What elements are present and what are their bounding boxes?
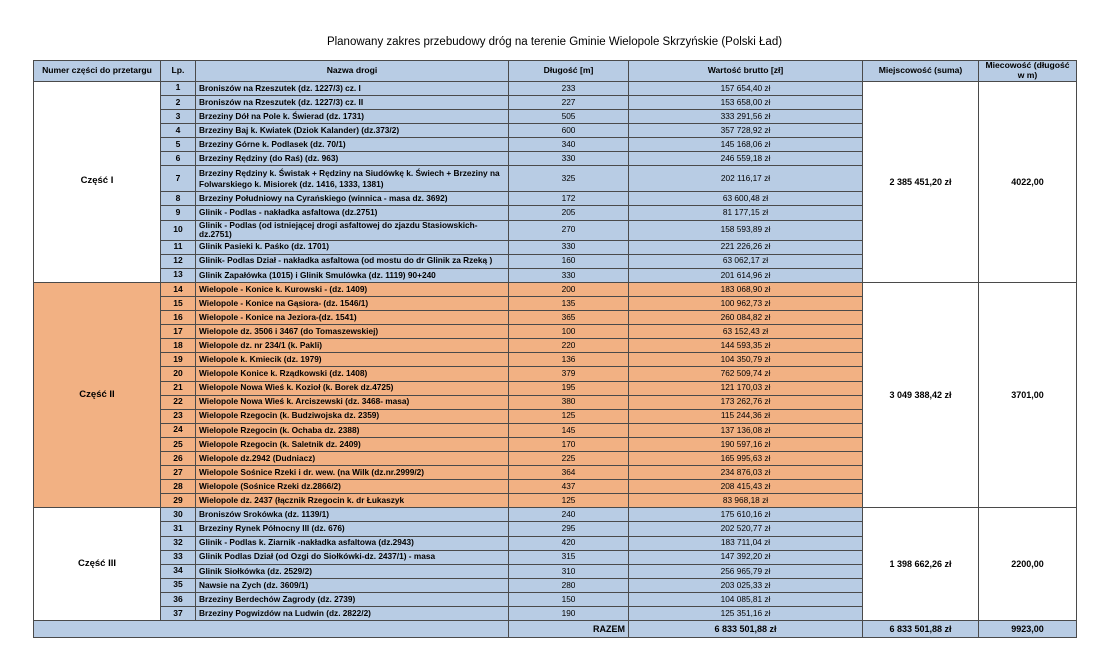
road-value: 190 597,16 zł bbox=[629, 437, 863, 451]
road-length: 145 bbox=[509, 423, 629, 437]
road-length: 205 bbox=[509, 206, 629, 220]
road-name: Wielopole dz.2942 (Dudniacz) bbox=[196, 451, 509, 465]
road-name: Glinik Podlas Dział (od Ozgi do Siołkówki-dz. 2437/1) - masa bbox=[196, 550, 509, 564]
road-value: 234 876,03 zł bbox=[629, 466, 863, 480]
row-index: 10 bbox=[161, 220, 196, 240]
row-index: 12 bbox=[161, 254, 196, 268]
row-index: 31 bbox=[161, 522, 196, 536]
footer-row bbox=[34, 621, 1077, 638]
road-length: 270 bbox=[509, 220, 629, 240]
footer-total-sum: 6 833 501,88 zł bbox=[863, 621, 979, 638]
road-value: 100 962,73 zł bbox=[629, 296, 863, 310]
road-length: 330 bbox=[509, 240, 629, 254]
col-header-locality-length: Miecowość (długość w m) bbox=[979, 61, 1077, 82]
road-value: 202 520,77 zł bbox=[629, 522, 863, 536]
road-length: 364 bbox=[509, 466, 629, 480]
row-index: 23 bbox=[161, 409, 196, 423]
road-name: Brzeziny Rynek Północny III (dz. 676) bbox=[196, 522, 509, 536]
road-length: 160 bbox=[509, 254, 629, 268]
road-value: 221 226,26 zł bbox=[629, 240, 863, 254]
road-name: Wielopole Rzegocin (k. Saletnik dz. 2409) bbox=[196, 437, 509, 451]
row-index: 26 bbox=[161, 451, 196, 465]
table-footer bbox=[34, 621, 1077, 638]
col-header-locality-sum: Miejscowość (suma) bbox=[863, 61, 979, 82]
road-value: 203 025,33 zł bbox=[629, 578, 863, 592]
row-index: 4 bbox=[161, 124, 196, 138]
row-index: 18 bbox=[161, 339, 196, 353]
footer-total-value: 6 833 501,88 zł bbox=[629, 621, 863, 638]
row-index: 13 bbox=[161, 268, 196, 282]
roads-table bbox=[33, 60, 1077, 638]
road-length: 340 bbox=[509, 138, 629, 152]
road-value: 333 291,56 zł bbox=[629, 109, 863, 123]
col-header-part: Numer części do przetargu bbox=[34, 61, 161, 82]
road-length: 379 bbox=[509, 367, 629, 381]
col-header-name: Nazwa drogi bbox=[196, 61, 509, 82]
road-value: 246 559,18 zł bbox=[629, 152, 863, 166]
road-name: Glinik - Podlas - nakładka asfaltowa (dz.2751) bbox=[196, 206, 509, 220]
row-index: 9 bbox=[161, 206, 196, 220]
road-name: Wielopole Sośnice Rzeki i dr. wew. (na Wilk (dz.nr.2999/2) bbox=[196, 466, 509, 480]
road-value: 63 600,48 zł bbox=[629, 192, 863, 206]
road-length: 310 bbox=[509, 564, 629, 578]
row-index: 14 bbox=[161, 282, 196, 296]
road-value: 83 968,18 zł bbox=[629, 494, 863, 508]
row-index: 11 bbox=[161, 240, 196, 254]
part-label: Część II bbox=[34, 282, 161, 508]
road-name: Broniszów na Rzeszutek (dz. 1227/3) cz. I bbox=[196, 81, 509, 95]
footer-total-length: 9923,00 bbox=[979, 621, 1077, 638]
road-name: Broniszów Srokówka (dz. 1139/1) bbox=[196, 508, 509, 522]
road-name: Wielopole dz. 3506 i 3467 (do Tomaszewskiej) bbox=[196, 325, 509, 339]
row-index: 1 bbox=[161, 81, 196, 95]
road-length: 135 bbox=[509, 296, 629, 310]
road-value: 762 509,74 zł bbox=[629, 367, 863, 381]
road-length: 136 bbox=[509, 353, 629, 367]
road-name: Wielopole k. Kmiecik (dz. 1979) bbox=[196, 353, 509, 367]
road-name: Glinik - Podlas (od istniejącej drogi asfaltowej do zjazdu Stasiowskich- dz.2751) bbox=[196, 220, 509, 240]
part-sum: 3 049 388,42 zł bbox=[863, 282, 979, 508]
road-name: Brzeziny Górne k. Podlasek (dz. 70/1) bbox=[196, 138, 509, 152]
road-value: 202 116,17 zł bbox=[629, 166, 863, 192]
row-index: 37 bbox=[161, 607, 196, 621]
road-length: 437 bbox=[509, 480, 629, 494]
road-value: 81 177,15 zł bbox=[629, 206, 863, 220]
road-length: 330 bbox=[509, 268, 629, 282]
road-value: 104 350,79 zł bbox=[629, 353, 863, 367]
road-length: 125 bbox=[509, 409, 629, 423]
road-value: 153 658,00 zł bbox=[629, 95, 863, 109]
row-index: 36 bbox=[161, 592, 196, 606]
footer-blank bbox=[34, 621, 509, 638]
row-index: 34 bbox=[161, 564, 196, 578]
footer-label: RAZEM bbox=[509, 621, 629, 638]
road-name: Glinik Zapałówka (1015) i Glinik Smulówka (dz. 1119) 90+240 bbox=[196, 268, 509, 282]
road-value: 104 085,81 zł bbox=[629, 592, 863, 606]
road-value: 183 711,04 zł bbox=[629, 536, 863, 550]
row-index: 30 bbox=[161, 508, 196, 522]
road-length: 280 bbox=[509, 578, 629, 592]
road-value: 63 152,43 zł bbox=[629, 325, 863, 339]
road-length: 200 bbox=[509, 282, 629, 296]
road-value: 137 136,08 zł bbox=[629, 423, 863, 437]
table-body bbox=[34, 81, 1077, 620]
road-name: Glinik Siołkówka (dz. 2529/2) bbox=[196, 564, 509, 578]
road-value: 173 262,76 zł bbox=[629, 395, 863, 409]
road-name: Nawsie na Zych (dz. 3609/1) bbox=[196, 578, 509, 592]
road-length: 600 bbox=[509, 124, 629, 138]
road-name: Glinik Pasieki k. Paśko (dz. 1701) bbox=[196, 240, 509, 254]
road-value: 147 392,20 zł bbox=[629, 550, 863, 564]
row-index: 2 bbox=[161, 95, 196, 109]
road-name: Wielopole Konice k. Rządkowski (dz. 1408) bbox=[196, 367, 509, 381]
road-value: 357 728,92 zł bbox=[629, 124, 863, 138]
road-length: 295 bbox=[509, 522, 629, 536]
road-length: 315 bbox=[509, 550, 629, 564]
row-index: 20 bbox=[161, 367, 196, 381]
row-index: 3 bbox=[161, 109, 196, 123]
row-index: 28 bbox=[161, 480, 196, 494]
road-name: Brzeziny Rędziny (do Raś) (dz. 963) bbox=[196, 152, 509, 166]
road-name: Wielopole - Konice k. Kurowski - (dz. 1409) bbox=[196, 282, 509, 296]
road-length: 195 bbox=[509, 381, 629, 395]
col-header-value: Wartość brutto [zł] bbox=[629, 61, 863, 82]
road-value: 175 610,16 zł bbox=[629, 508, 863, 522]
row-index: 24 bbox=[161, 423, 196, 437]
row-index: 29 bbox=[161, 494, 196, 508]
road-length: 170 bbox=[509, 437, 629, 451]
row-index: 22 bbox=[161, 395, 196, 409]
part-label: Część III bbox=[34, 508, 161, 621]
road-length: 233 bbox=[509, 81, 629, 95]
road-length: 225 bbox=[509, 451, 629, 465]
road-value: 256 965,79 zł bbox=[629, 564, 863, 578]
table-header bbox=[34, 61, 1077, 82]
road-value: 125 351,16 zł bbox=[629, 607, 863, 621]
part-total-length: 3701,00 bbox=[979, 282, 1077, 508]
row-index: 15 bbox=[161, 296, 196, 310]
road-length: 100 bbox=[509, 325, 629, 339]
road-value: 115 244,36 zł bbox=[629, 409, 863, 423]
road-name: Wielopole Rzegocin (k. Ochaba dz. 2388) bbox=[196, 423, 509, 437]
part-total-length: 2200,00 bbox=[979, 508, 1077, 621]
row-index: 19 bbox=[161, 353, 196, 367]
page-title: Planowany zakres przebudowy dróg na terenie Gminie Wielopole Skrzyńskie (Polski Ład) bbox=[326, 36, 783, 48]
road-name: Wielopole Nowa Wieś k. Kozioł (k. Borek dz.4725) bbox=[196, 381, 509, 395]
road-name: Wielopole - Konice na Gąsiora- (dz. 1546/1) bbox=[196, 296, 509, 310]
road-value: 63 062,17 zł bbox=[629, 254, 863, 268]
row-index: 17 bbox=[161, 325, 196, 339]
road-value: 183 068,90 zł bbox=[629, 282, 863, 296]
road-length: 220 bbox=[509, 339, 629, 353]
road-name: Wielopole dz. 2437 (łącznik Rzegocin k. dr Łukaszyk bbox=[196, 494, 509, 508]
road-length: 227 bbox=[509, 95, 629, 109]
table-row bbox=[34, 81, 1077, 95]
col-header-length: Długość [m] bbox=[509, 61, 629, 82]
row-index: 25 bbox=[161, 437, 196, 451]
table-header-row bbox=[34, 61, 1077, 82]
road-name: Brzeziny Rędziny k. Świstak + Rędziny na Siudówkę k. Świech + Brzeziny na Folwarskiego k. Misiorek (dz. 1416, 1333, 1381) bbox=[196, 166, 509, 192]
row-index: 8 bbox=[161, 192, 196, 206]
road-length: 240 bbox=[509, 508, 629, 522]
road-value: 145 168,06 zł bbox=[629, 138, 863, 152]
road-value: 201 614,96 zł bbox=[629, 268, 863, 282]
road-name: Brzeziny Baj k. Kwiatek (Dziok Kalander) (dz.373/2) bbox=[196, 124, 509, 138]
road-name: Glinik- Podlas Dział - nakładka asfaltowa (od mostu do dr Glinik za Rzeką ) bbox=[196, 254, 509, 268]
row-index: 27 bbox=[161, 466, 196, 480]
row-index: 21 bbox=[161, 381, 196, 395]
part-total-length: 4022,00 bbox=[979, 81, 1077, 282]
table-row bbox=[34, 508, 1077, 522]
road-name: Wielopole - Konice na Jeziora-(dz. 1541) bbox=[196, 311, 509, 325]
road-value: 157 654,40 zł bbox=[629, 81, 863, 95]
road-name: Wielopole dz. nr 234/1 (k. Pakli) bbox=[196, 339, 509, 353]
part-label: Część I bbox=[34, 81, 161, 282]
road-value: 208 415,43 zł bbox=[629, 480, 863, 494]
road-length: 325 bbox=[509, 166, 629, 192]
part-sum: 1 398 662,26 zł bbox=[863, 508, 979, 621]
road-length: 420 bbox=[509, 536, 629, 550]
road-length: 365 bbox=[509, 311, 629, 325]
road-value: 158 593,89 zł bbox=[629, 220, 863, 240]
row-index: 7 bbox=[161, 166, 196, 192]
table-row bbox=[34, 282, 1077, 296]
road-length: 505 bbox=[509, 109, 629, 123]
row-index: 35 bbox=[161, 578, 196, 592]
road-name: Brzeziny Berdechów Zagrody (dz. 2739) bbox=[196, 592, 509, 606]
road-value: 121 170,03 zł bbox=[629, 381, 863, 395]
road-length: 150 bbox=[509, 592, 629, 606]
road-name: Brzeziny Pogwizdów na Ludwin (dz. 2822/2) bbox=[196, 607, 509, 621]
road-name: Wielopole Rzegocin (k. Budziwojska dz. 2359) bbox=[196, 409, 509, 423]
road-name: Wielopole (Sośnice Rzeki dz.2866/2) bbox=[196, 480, 509, 494]
col-header-lp: Lp. bbox=[161, 61, 196, 82]
row-index: 6 bbox=[161, 152, 196, 166]
road-length: 330 bbox=[509, 152, 629, 166]
row-index: 5 bbox=[161, 138, 196, 152]
part-sum: 2 385 451,20 zł bbox=[863, 81, 979, 282]
road-length: 380 bbox=[509, 395, 629, 409]
road-name: Broniszów na Rzeszutek (dz. 1227/3) cz. II bbox=[196, 95, 509, 109]
road-value: 144 593,35 zł bbox=[629, 339, 863, 353]
road-length: 172 bbox=[509, 192, 629, 206]
road-name: Brzeziny Dół na Pole k. Świerad (dz. 1731) bbox=[196, 109, 509, 123]
road-value: 260 084,82 zł bbox=[629, 311, 863, 325]
road-value: 165 995,63 zł bbox=[629, 451, 863, 465]
road-length: 190 bbox=[509, 607, 629, 621]
road-name: Glinik - Podlas k. Ziarnik -nakładka asfaltowa (dz.2943) bbox=[196, 536, 509, 550]
row-index: 33 bbox=[161, 550, 196, 564]
road-name: Wielopole Nowa Wieś k. Arciszewski (dz. 3468- masa) bbox=[196, 395, 509, 409]
road-length: 125 bbox=[509, 494, 629, 508]
row-index: 16 bbox=[161, 311, 196, 325]
road-name: Brzeziny Południowy na Cyrańskiego (winnica - masa dz. 3692) bbox=[196, 192, 509, 206]
row-index: 32 bbox=[161, 536, 196, 550]
